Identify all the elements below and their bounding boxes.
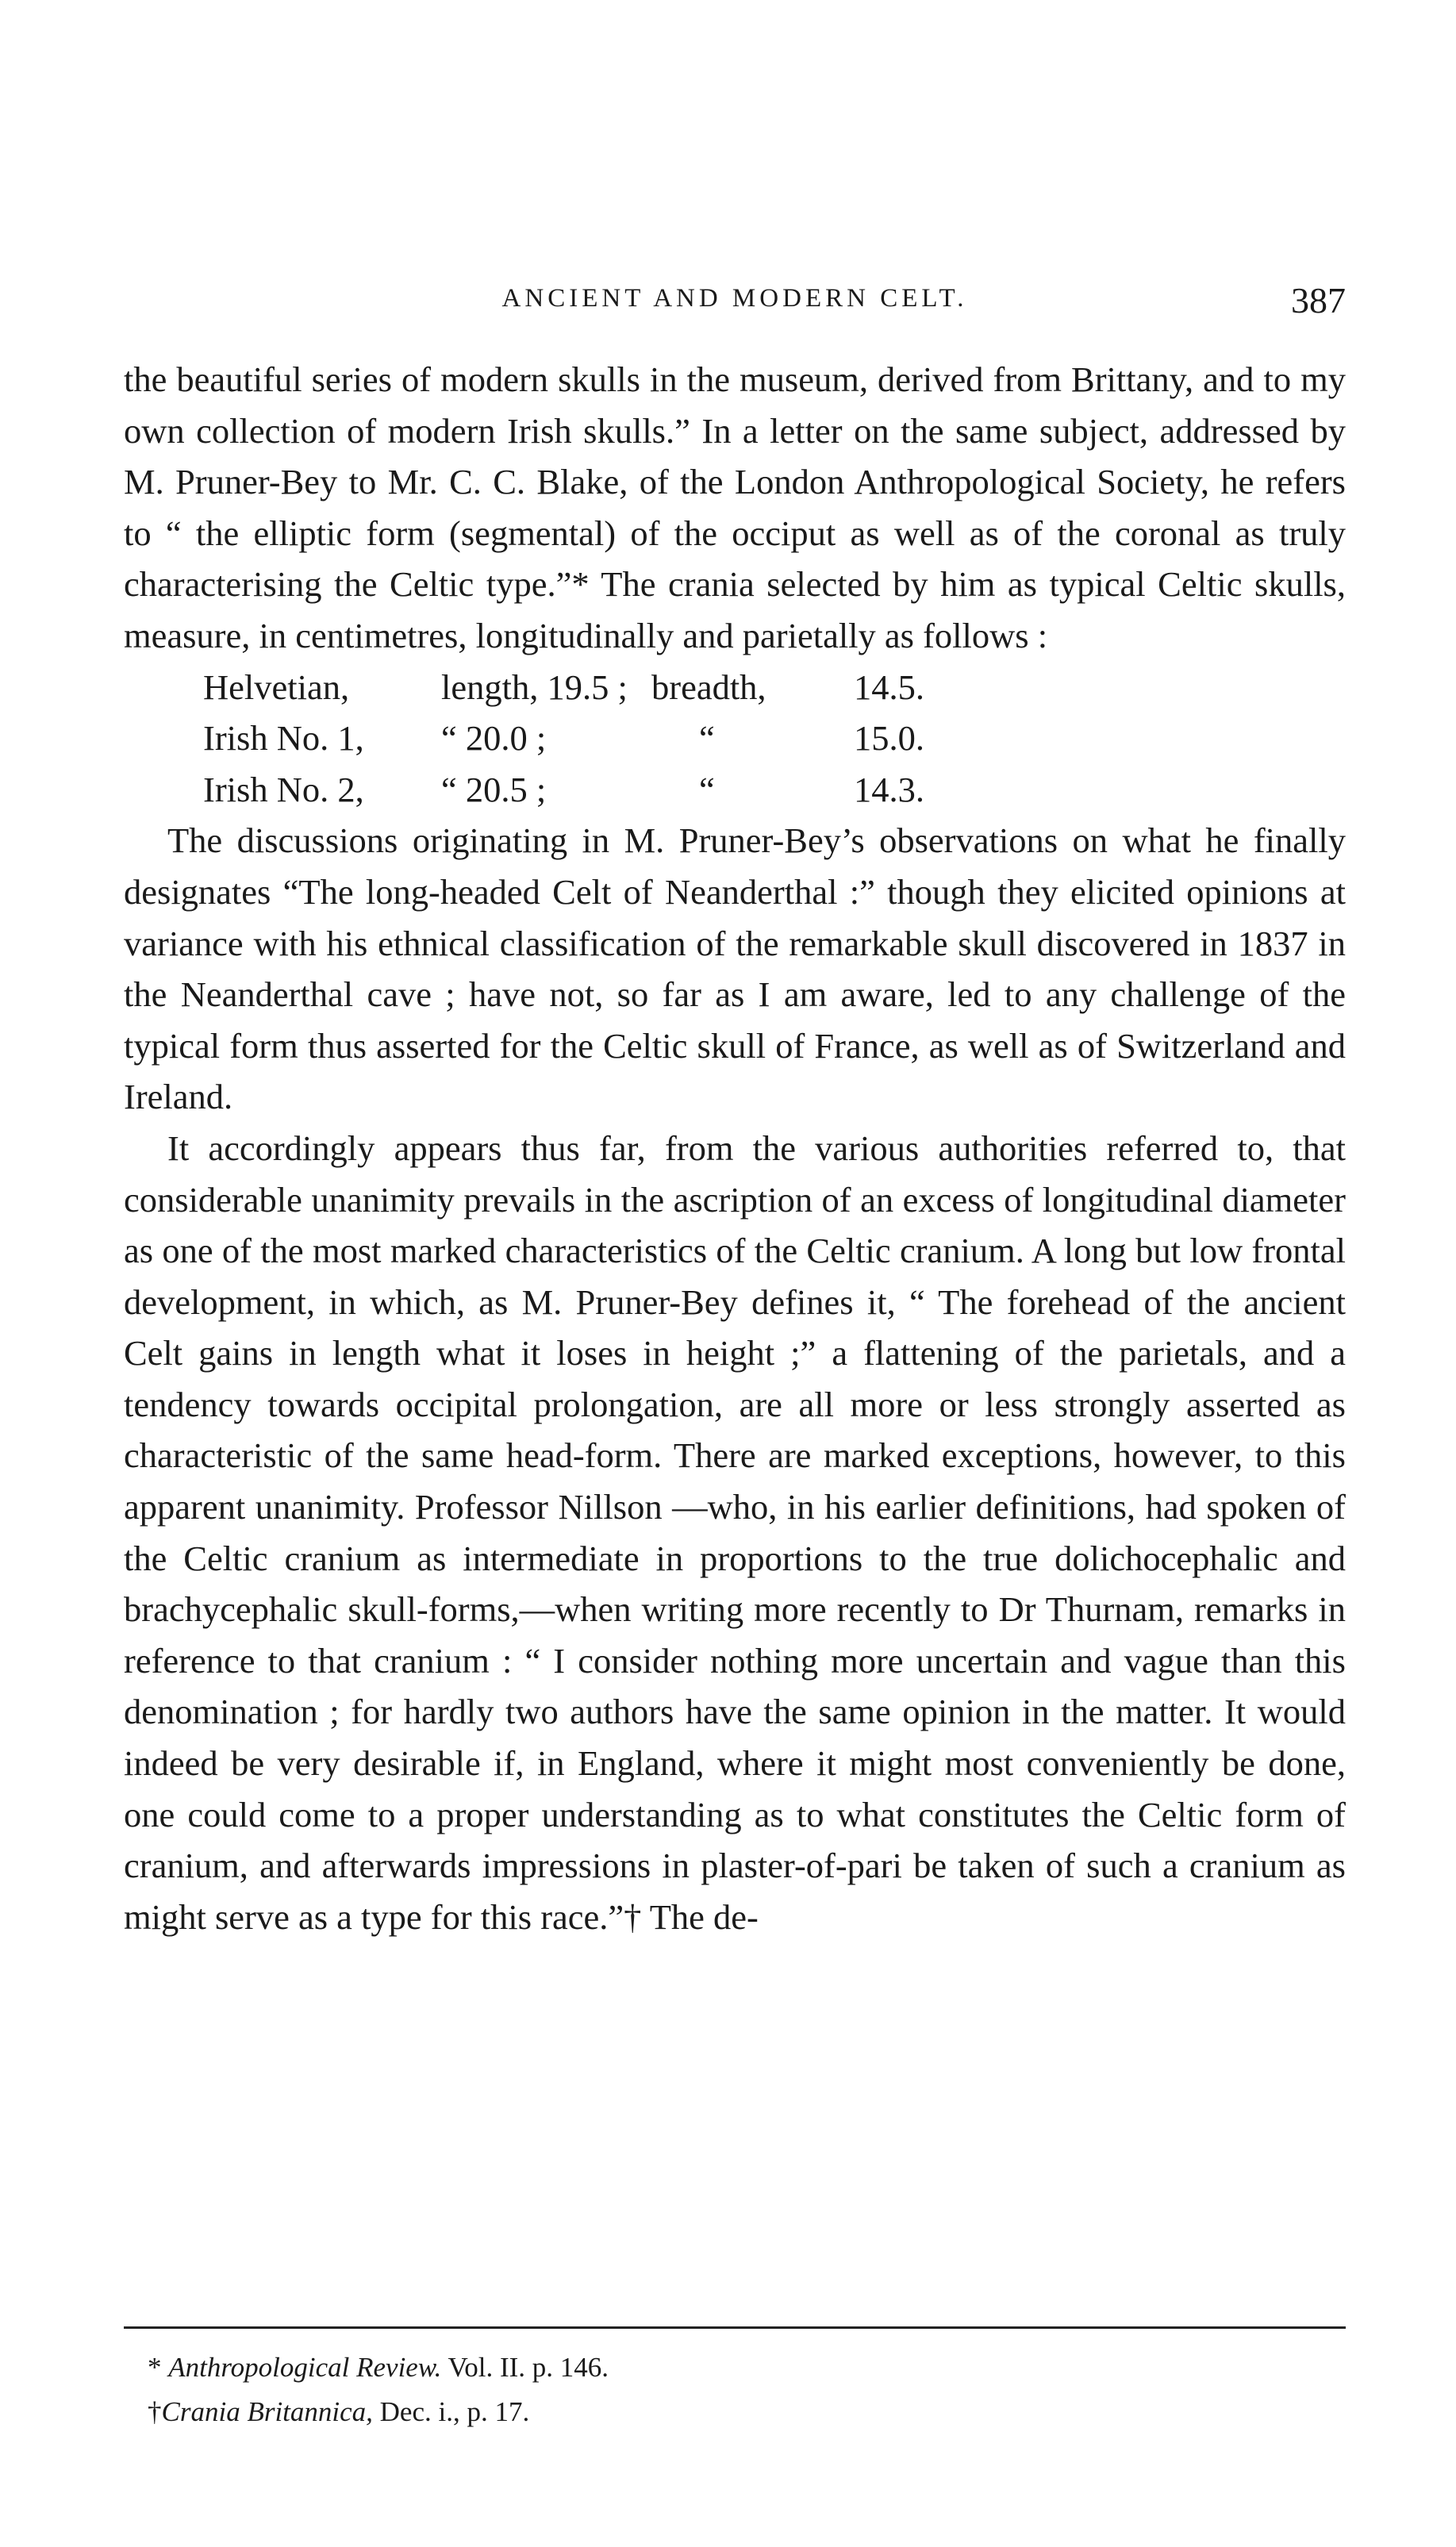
footnote-2 bbox=[148, 2390, 1258, 2434]
breadth-label: breadth, bbox=[651, 667, 766, 707]
measurement-row bbox=[203, 662, 924, 713]
skull-breadth: 15.0. bbox=[854, 718, 924, 759]
footnote-mark: * bbox=[148, 2352, 169, 2383]
skull-breadth: 14.5. bbox=[854, 667, 924, 707]
footnotes bbox=[148, 2345, 1258, 2434]
breadth-label: “ bbox=[699, 769, 715, 809]
footnote-detail: Vol. II. p. 146. bbox=[441, 2352, 609, 2383]
breadth-label: “ bbox=[699, 718, 715, 759]
running-header bbox=[124, 279, 1346, 327]
main-text bbox=[124, 354, 1346, 1942]
measurement-row bbox=[203, 764, 924, 816]
footnote-source: Anthropological Review. bbox=[168, 2352, 442, 2383]
paragraph-2: The discussions originating in M. Pruner-Bey’s observations on what he finally designates “The long-headed Celt of Neanderthal :” though they elicited opinions at variance with his ethnical classification of the remarkable skull discovered in 1837 in the Neanderthal cave ; have not, so far as I am aware, led to any challenge of the typical form thus asserted for the Celtic skull of France, as well as of Switzerland and Ireland. bbox=[124, 820, 1346, 1117]
skull-name: Irish No. 1, bbox=[203, 718, 364, 759]
skull-measurements-table bbox=[203, 662, 924, 816]
footnote-divider bbox=[124, 2326, 1346, 2329]
skull-length: length, 19.5 ; bbox=[441, 667, 628, 707]
footnote-1 bbox=[148, 2345, 1258, 2390]
measurement-row bbox=[203, 713, 924, 764]
footnote-mark: † bbox=[148, 2396, 162, 2427]
skull-length: “ 20.0 ; bbox=[441, 718, 547, 759]
skull-length: “ 20.5 ; bbox=[441, 769, 547, 809]
footnote-detail: Dec. i., p. 17. bbox=[372, 2396, 530, 2427]
paragraph-1: the beautiful series of modern skulls in the museum, derived from Brittany, and to my own collection of modern Irish skulls.” In a letter on the same subject, addressed by M. Pruner-Bey to Mr. C. C. Blake, of the London Anthropological Society, he refers to “ the elliptic form (segmental) of the occiput as well as of the coronal as truly characterising the Celtic type.”* The crania selected by him as typical Celtic skulls, measure, in centimetres, longitudinally and parietally as follows : bbox=[124, 359, 1346, 655]
footnote-source: Crania Britannica, bbox=[161, 2396, 373, 2427]
skull-name: Irish No. 2, bbox=[203, 769, 364, 809]
skull-name: Helvetian, bbox=[203, 667, 350, 707]
page-number: 387 bbox=[1291, 280, 1346, 321]
skull-breadth: 14.3. bbox=[854, 769, 924, 809]
running-title: ANCIENT AND MODERN CELT. bbox=[501, 284, 968, 313]
paragraph-3: It accordingly appears thus far, from the various authorities referred to, that considerable unanimity prevails in the ascription of an excess of longitudinal diameter as one of the most marked characteristics of the Celtic cranium. A long but low frontal development, in which, as M. Pruner-Bey defines it, “ The forehead of the ancient Celt gains in length what it loses in height ;” a flattening of the parietals, and a tendency towards occipital prolongation, are all more or less strongly asserted as characteristic of the same head-form. There are marked exceptions, however, to this apparent unanimity. Professor Nillson —who, in his earlier definitions, had spoken of the Celtic cranium as intermediate in proportions to the true dolichocephalic and brachycephalic skull-forms,—when writing more recently to Dr Thurnam, remarks in reference to that cranium : “ I consider nothing more uncertain and vague than this denomination ; for hardly two authors have the same opinion in the matter. It would indeed be very desirable if, in England, where it might most conveniently be done, one could come to a proper understanding as to what constitutes the Celtic form of cranium, and afterwards impressions in plaster-of-pari be taken of such a cranium as might serve as a type for this race.”† The de- bbox=[124, 1128, 1346, 1937]
